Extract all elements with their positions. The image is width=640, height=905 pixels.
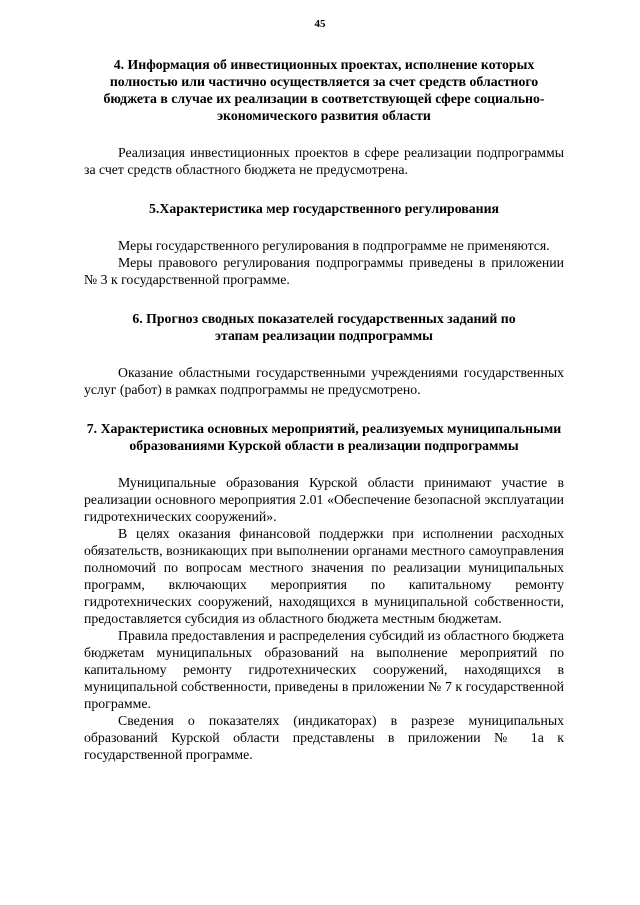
section-heading: 5.Характеристика мер государственного регулирования [149,201,499,216]
paragraph: Меры государственного регулирования в подпрограмме не применяются. [118,238,550,253]
section-heading: 7. Характеристика основных мероприятий, реализуемых муниципальными образованиями Курской области в реализации подпрограммы [86,421,562,453]
paragraph: Сведения о показателях (индикаторах) в разрезе муниципальных образований Курской области представлены в приложении № 1а к государственной программе. [84,713,564,762]
section-heading: 4. Информация об инвестиционных проектах, исполнение которых полностью или частично осуществляется за счет средств областного бюджета в случае их реализации в соответствующей сфере социально-экономического развития области [103,57,545,123]
section-4 [84,56,564,178]
section-heading: 6. Прогноз сводных показателей государственных заданий по этапам реализации подпрограммы [132,311,516,343]
document-body [84,56,564,785]
page-number: 45 [314,18,326,30]
paragraph: Муниципальные образования Курской области принимают участие в реализации основного мероприятия 2.01 «Обеспечение безопасной эксплуатации гидротехнических сооружений». [84,475,564,524]
paragraph: Меры правового регулирования подпрограммы приведены в приложении № 3 к государственной программе. [84,255,564,287]
section-7 [84,420,564,763]
section-5 [84,200,564,288]
paragraph: Правила предоставления и распределения субсидий из областного бюджета бюджетам муниципальных образований на выполнение мероприятий по капитальному ремонту гидротехнических сооружений, находящихся в муниципальной собственности, приведены в приложении № 7 к государственной программе. [84,628,564,711]
paragraph: Оказание областными государственными учреждениями государственных услуг (работ) в рамках подпрограммы не предусмотрено. [84,365,564,397]
paragraph: В целях оказания финансовой поддержки при исполнении расходных обязательств, возникающих при выполнении органами местного самоуправления полномочий по вопросам местного значения по реализации муниципальных программ, включающих мероприятия по капитальному ремонту гидротехнических сооружений, находящихся в муниципальной собственности, предоставляется субсидия из областного бюджета местным бюджетам. [84,526,564,626]
section-6 [84,310,564,398]
paragraph: Реализация инвестиционных проектов в сфере реализации подпрограммы за счет средств областного бюджета не предусмотрена. [84,145,564,177]
